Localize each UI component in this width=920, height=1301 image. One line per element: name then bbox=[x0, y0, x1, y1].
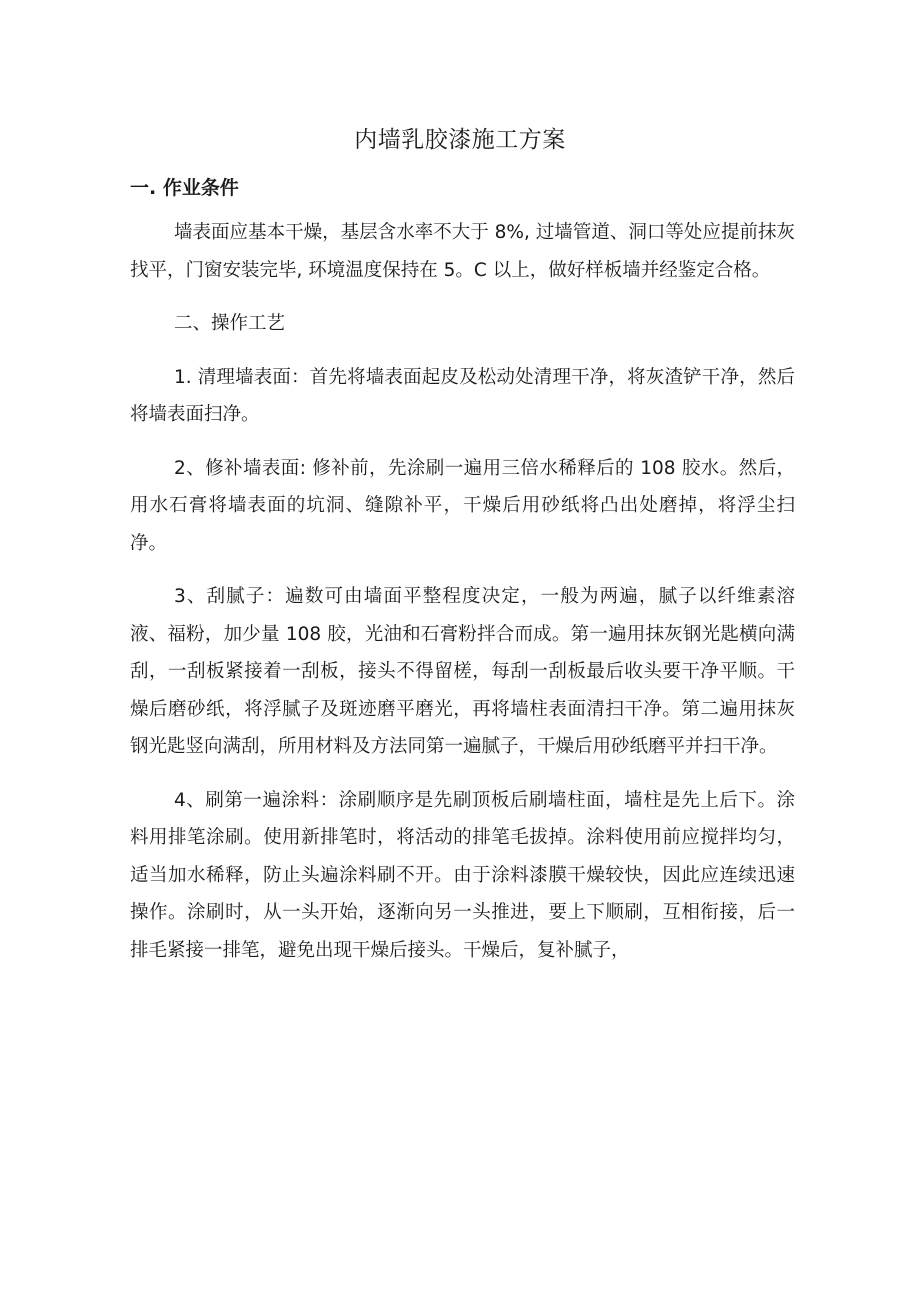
document-title: 内墙乳胶漆施工方案 bbox=[354, 127, 566, 153]
section-heading-work-conditions: 一. 作业条件 bbox=[130, 177, 239, 199]
paragraph-work-conditions: 墙表面应基本干燥，基层含水率不大于 8%, 过墙管道、洞口等处应提前抹灰找平，门窗安装完毕, 环境温度保持在 5。C 以上，做好样板墙并经鉴定合格。 bbox=[130, 222, 795, 281]
paragraph-step-3-putty: 3、刮腻子：遍数可由墙面平整程度决定，一般为两遍，腻子以纤维素溶液、福粉，加少量 108 胶，光油和石膏粉拌合而成。第一遍用抹灰钢光匙横向满刮，一刮板紧接着一刮板，接头不得留槎，每刮一刮板最后收头要干净平顺。干燥后磨砂纸，将浮腻子及斑迹磨平磨光，再将墙柱表面清扫干净。第二遍用抹灰钢光匙竖向满刮，所用材料及方法同第一遍腻子，干燥后用砂纸磨平并扫干净。 bbox=[130, 586, 795, 757]
paragraph-step-1-clean-wall: 1. 清理墙表面：首先将墙表面起皮及松动处清理干净，将灰渣铲干净，然后将墙表面扫净。 bbox=[130, 366, 795, 425]
section-heading-operation-process: 二、操作工艺 bbox=[174, 313, 286, 334]
paragraph-step-4-first-coat: 4、刷第一遍涂料：涂刷顺序是先刷顶板后刷墙柱面，墙柱是先上后下。涂料用排笔涂刷。使用新排笔时，将活动的排笔毛拔掉。涂料使用前应搅拌均匀，适当加水稀释，防止头遍涂料刷不开。由于涂料漆膜干燥较快，因此应连续迅速操作。涂刷时，从一头开始，逐渐向另一头推进，要上下顺刷，互相衔接，后一排毛紧接一排笔，避免出现干燥后接头。干燥后，复补腻子， bbox=[130, 789, 795, 961]
paragraph-step-2-repair-wall: 2、修补墙表面: 修补前，先涂刷一遍用三倍水稀释后的 108 胶水。然后，用水石膏将墙表面的坑洞、缝隙补平，干燥后用砂纸将凸出处磨掉，将浮尘扫净。 bbox=[130, 457, 795, 554]
